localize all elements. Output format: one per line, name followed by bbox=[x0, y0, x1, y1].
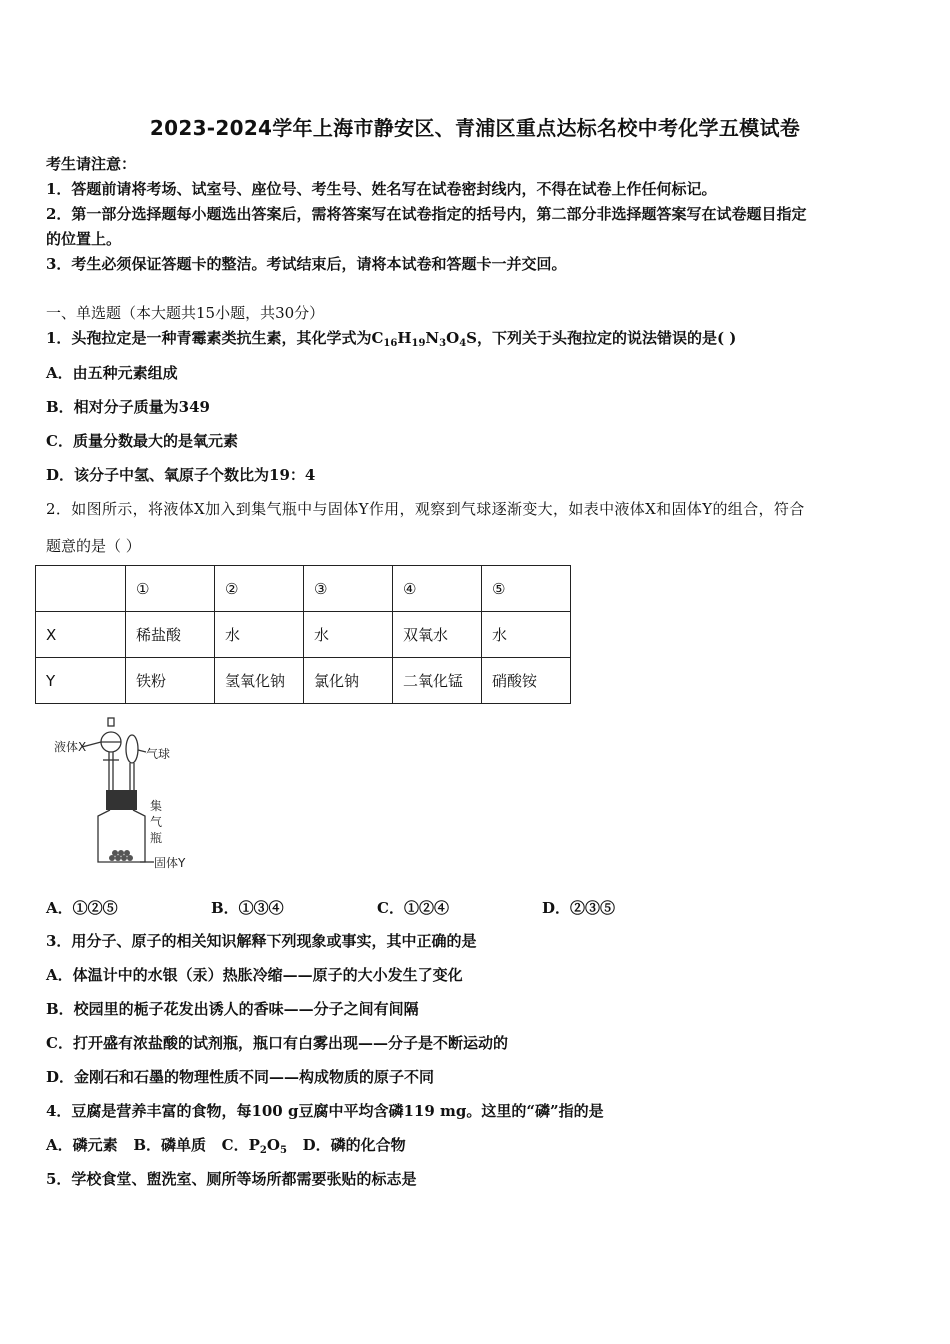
table-cell: ⑤ bbox=[482, 566, 571, 612]
label-bottle: 集 bbox=[150, 799, 163, 813]
q4-options bbox=[46, 1134, 406, 1155]
notice-item: 3．考生必须保证答题卡的整洁。考试结束后，请将本试卷和答题卡一并交回。 bbox=[46, 255, 567, 273]
q3-option-b: B．校园里的栀子花发出诱人的香味——分子之间有间隔 bbox=[46, 1000, 419, 1018]
rubber-stopper bbox=[106, 790, 137, 810]
label-line bbox=[138, 750, 146, 752]
question-2-stem: 2．如图所示，将液体X加入到集气瓶中与固体Y作用，观察到气球逐渐变大，如表中液体X和固体Y的组合，符合 bbox=[46, 500, 805, 518]
q1-sub: 3 bbox=[439, 338, 447, 349]
label-liquid-x: 液体X bbox=[54, 740, 87, 754]
table-cell: 二氧化锰 bbox=[393, 658, 482, 704]
question-4-stem: 4．豆腐是营养丰富的食物，每100 g豆腐中平均含磷119 mg。这里的“磷”指的是 bbox=[46, 1102, 604, 1120]
funnel-stopper bbox=[108, 718, 114, 726]
q2-option-a: A．①②⑤ bbox=[46, 899, 118, 917]
label-solid-y: 固体Y bbox=[154, 856, 186, 870]
table-cell: Y bbox=[36, 658, 126, 704]
q1-option-c: C．质量分数最大的是氧元素 bbox=[46, 432, 238, 450]
table-cell: 硝酸铵 bbox=[482, 658, 571, 704]
table-cell: 水 bbox=[215, 612, 304, 658]
q4-option-c-text: O bbox=[266, 1136, 280, 1154]
q1-elem: N bbox=[425, 329, 440, 347]
q1-elem: O bbox=[446, 329, 460, 347]
question-5-stem: 5．学校食堂、盥洗室、厕所等场所都需要张贴的标志是 bbox=[46, 1170, 417, 1188]
q1-stem-part: 1．头孢拉定是一种青霉素类抗生素，其化学式为C bbox=[46, 329, 384, 347]
notice-item: 1．答题前请将考场、试室号、座位号、考生号、姓名写在试卷密封线内，不得在试卷上作任何标记。 bbox=[46, 180, 717, 198]
table-cell: ③ bbox=[304, 566, 393, 612]
table-cell: 氯化钠 bbox=[304, 658, 393, 704]
table-cell: 稀盐酸 bbox=[126, 612, 215, 658]
notice-item: 2．第一部分选择题每小题选出答案后，需将答案写在试卷指定的括号内，第二部分非选择题答案写在试卷题目指定 bbox=[46, 205, 807, 223]
label-bottle: 气 bbox=[150, 815, 163, 829]
q4-option-b: B．磷单质 bbox=[133, 1136, 206, 1154]
table-cell: ① bbox=[126, 566, 215, 612]
label-bottle: 瓶 bbox=[150, 831, 163, 845]
q1-option-d: D．该分子中氢、氧原子个数比为19：4 bbox=[46, 466, 316, 484]
table-cell bbox=[36, 566, 126, 612]
q4-option-c-text: C．P bbox=[221, 1136, 260, 1154]
q3-option-d: D．金刚石和石墨的物理性质不同——构成物质的原子不同 bbox=[46, 1068, 435, 1086]
q4-sub: 5 bbox=[279, 1145, 287, 1156]
q4-option-d: D．磷的化合物 bbox=[302, 1136, 406, 1154]
balloon bbox=[126, 735, 138, 763]
q3-option-a: A．体温计中的水银（汞）热胀冷缩——原子的大小发生了变化 bbox=[46, 966, 463, 984]
table-cell: 铁粉 bbox=[126, 658, 215, 704]
solid-particles bbox=[109, 850, 133, 861]
table-row bbox=[36, 566, 571, 612]
q2-option-b: B．①③④ bbox=[211, 899, 284, 917]
question-3-stem: 3．用分子、原子的相关知识解释下列现象或事实，其中正确的是 bbox=[46, 932, 477, 950]
question-2-stem-cont: 题意的是（ ） bbox=[46, 537, 141, 555]
q2-option-c: C．①②④ bbox=[377, 899, 449, 917]
section-heading: 一、单选题（本大题共15小题，共30分） bbox=[46, 304, 325, 322]
table-cell: X bbox=[36, 612, 126, 658]
q1-stem-part: S，下列关于头孢拉定的说法错误的是( ) bbox=[466, 329, 737, 347]
q1-elem: H bbox=[397, 329, 412, 347]
label-balloon: 气球 bbox=[146, 747, 171, 761]
notice-item: 的位置上。 bbox=[46, 230, 122, 248]
table-cell: 水 bbox=[482, 612, 571, 658]
q1-option-a: A．由五种元素组成 bbox=[46, 364, 178, 382]
q4-option-c bbox=[222, 1136, 287, 1154]
q3-option-c: C．打开盛有浓盐酸的试剂瓶，瓶口有白雾出现——分子是不断运动的 bbox=[46, 1034, 508, 1052]
table-row bbox=[36, 612, 571, 658]
page-title: 2023-2024学年上海市静安区、青浦区重点达标名校中考化学五模试卷 bbox=[149, 116, 801, 140]
gas-bottle-apparatus-figure bbox=[50, 712, 200, 877]
q1-option-b: B．相对分子质量为349 bbox=[46, 398, 210, 416]
table-cell: 氢氧化钠 bbox=[215, 658, 304, 704]
question-1-stem bbox=[46, 327, 736, 348]
table-cell: 水 bbox=[304, 612, 393, 658]
q2-option-d: D．②③⑤ bbox=[542, 899, 616, 917]
q1-sub: 4 bbox=[459, 338, 467, 349]
q4-option-a: A．磷元素 bbox=[46, 1136, 118, 1154]
q4-sub: 2 bbox=[259, 1145, 267, 1156]
notice-heading: 考生请注意： bbox=[46, 155, 137, 173]
table-cell: ② bbox=[215, 566, 304, 612]
q1-sub: 16 bbox=[383, 338, 398, 349]
table-row bbox=[36, 658, 571, 704]
table-cell: ④ bbox=[393, 566, 482, 612]
q1-sub: 19 bbox=[411, 338, 426, 349]
table-cell: 双氧水 bbox=[393, 612, 482, 658]
xy-table bbox=[35, 565, 571, 704]
